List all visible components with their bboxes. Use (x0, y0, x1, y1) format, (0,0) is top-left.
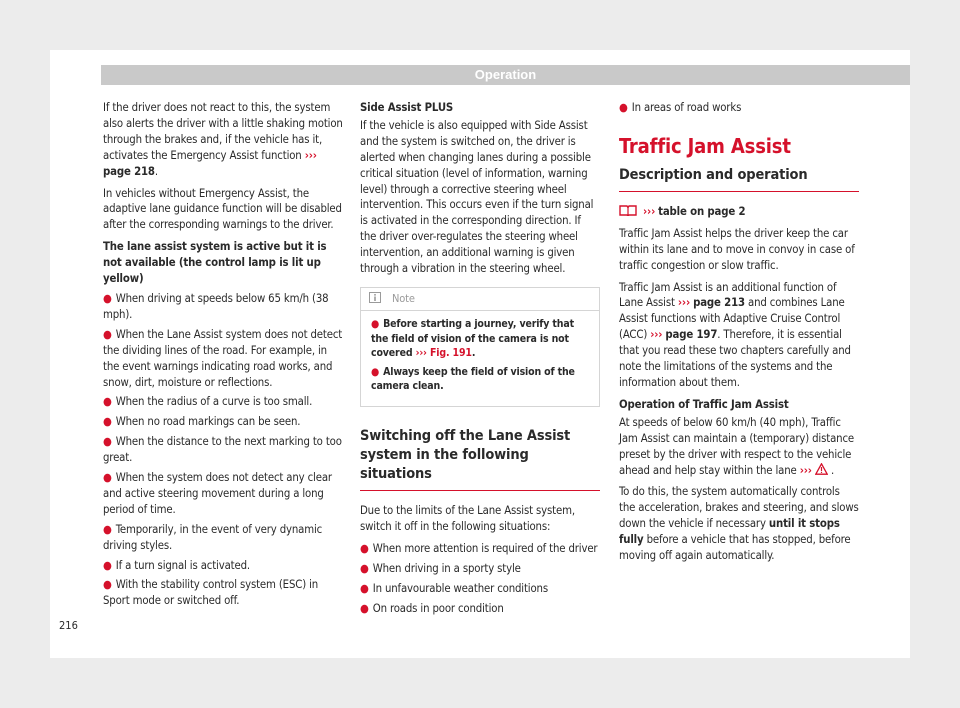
list-item (619, 100, 859, 116)
list-item (103, 470, 343, 518)
list-item (371, 365, 589, 394)
bullet-icon: ● (360, 581, 369, 595)
bullet-list (360, 541, 600, 617)
page-header: Operation (101, 65, 910, 85)
list-item (360, 561, 600, 577)
section-heading: The lane assist system is active but it is not available (the control lamp is lit up yellow) (103, 240, 327, 286)
bullet-icon: ● (371, 318, 380, 331)
paragraph-text: . Therefore, it is essential that you read these two chapters carefully and note the limitations of the systems and the information about them. (619, 328, 851, 389)
list-item (360, 601, 600, 617)
page-link[interactable]: page 197 (665, 328, 718, 342)
paragraph-text: If the driver does not react to this, the system also alerts the driver with a little shaking motion through the brakes and, if the vehicle has it, activates the Emergency Assist function (103, 101, 343, 162)
manual-page (50, 50, 910, 658)
page-number: 216 (59, 619, 78, 632)
paragraph: Due to the limits of the Lane Assist system, switch it off in the following situations: (360, 503, 575, 533)
cross-reference-arrows: ››› (650, 328, 663, 342)
punctuation: . (830, 463, 835, 477)
note-header (361, 288, 599, 312)
list-item-text: When driving in a sporty style (372, 561, 521, 575)
column-right (619, 100, 859, 570)
list-item (103, 394, 343, 410)
bullet-icon: ● (360, 601, 369, 615)
note-label: Note (392, 291, 415, 305)
list-item (103, 577, 343, 609)
list-item-text: Temporarily, in the event of very dynamic driving styles. (103, 522, 323, 552)
paragraph (619, 280, 859, 391)
bullet-list (103, 291, 343, 609)
cross-reference-arrows: ››› (799, 463, 812, 477)
cross-reference-arrows: ››› (677, 296, 691, 310)
cross-reference-arrows: ››› (304, 148, 317, 162)
list-item-text: On roads in poor condition (372, 601, 504, 615)
paragraph: If the vehicle is also equipped with Side Assist and the system is switched on, the driver is alerted when changing lanes during a possible critical situation (level of information, warning level) through a corrective steering wheel intervention. This occurs even if the turn signal is activated in the corresponding direction. If the driver over-regulates the steering wheel intervention, an additional warning is given through a vibration in the steering wheel. (360, 118, 594, 276)
figure-link[interactable]: Fig. 191 (429, 347, 472, 360)
paragraph-text: Traffic Jam Assist is an additional function of Lane Assist (619, 280, 837, 310)
paragraph (619, 484, 859, 564)
list-item-text: In unfavourable weather conditions (372, 581, 548, 595)
bullet-icon: ● (103, 395, 112, 409)
list-item-text: When the distance to the next marking to too great. (103, 435, 342, 465)
list-item (103, 434, 343, 466)
list-item-text: Always keep the field of vision of the camera clean. (371, 365, 575, 393)
paragraph-text: To do this, the system automatically controls the acceleration, brakes and steering, and slows down the vehicle if necessary (619, 485, 859, 531)
list-item-text: When the system does not detect any clear and active steering movement during a long period of time. (103, 471, 332, 516)
section-heading: Side Assist PLUS (360, 101, 454, 114)
list-item-text: If a turn signal is activated. (115, 558, 250, 572)
list-item (103, 558, 343, 574)
book-icon (619, 204, 643, 221)
section-title: Description and operation (619, 166, 859, 192)
list-item (103, 291, 343, 323)
list-item-text: Before starting a journey, verify that the field of vision of the camera is not covered (371, 318, 574, 360)
list-item (103, 414, 343, 430)
column-middle (360, 100, 600, 620)
paragraph (619, 415, 859, 479)
list-item (103, 327, 343, 391)
bullet-icon: ● (103, 578, 112, 592)
list-item (360, 581, 600, 597)
bullet-icon: ● (371, 365, 380, 378)
page-link[interactable]: page 218 (103, 164, 155, 178)
column-left (103, 100, 343, 613)
page-link[interactable]: page 213 (693, 296, 745, 310)
paragraph-text: At speeds of below 60 km/h (40 mph), Traffic Jam Assist can maintain a (temporary) distance preset by the driver with respect to the vehicle ahead and help stay within the lane (619, 415, 854, 477)
table-link[interactable]: table on page 2 (658, 205, 746, 219)
bullet-icon: ● (103, 327, 112, 341)
bullet-icon: ● (103, 291, 112, 305)
emphasis-text: until it stops fully (619, 517, 840, 547)
bullet-icon: ● (360, 561, 369, 575)
list-item-text: When the Lane Assist system does not detect the dividing lines of the road. For example, in the event warnings indicating road works, and snow, dirt, moisture or reflections. (103, 327, 343, 389)
list-item (371, 317, 589, 361)
bullet-icon: ● (103, 415, 112, 429)
bullet-icon: ● (103, 435, 112, 449)
list-item-text: In areas of road works (631, 101, 742, 114)
info-icon (369, 292, 392, 305)
chapter-title: Traffic Jam Assist (619, 133, 791, 158)
bullet-icon: ● (103, 522, 112, 536)
paragraph: Traffic Jam Assist helps the driver keep the car within its lane and to move in convoy in case of traffic congestion or slow traffic. (619, 226, 855, 272)
list-item (103, 522, 343, 554)
cross-reference-arrows: ››› (415, 347, 427, 360)
list-item-text: When the radius of a curve is too small. (115, 395, 313, 409)
punctuation: . (154, 164, 158, 178)
note-box (360, 287, 600, 407)
section-heading: Operation of Traffic Jam Assist (619, 397, 789, 411)
bullet-icon: ● (103, 471, 112, 485)
list-item-text: When more attention is required of the driver (372, 541, 598, 555)
paragraph (103, 100, 343, 180)
bullet-icon: ● (619, 101, 628, 114)
bullet-icon: ● (103, 558, 112, 572)
list-item-text: With the stability control system (ESC) in Sport mode or switched off. (103, 578, 319, 608)
list-item (360, 541, 600, 557)
punctuation: . (471, 347, 476, 360)
list-item-text: When no road markings can be seen. (115, 415, 301, 429)
note-content (361, 311, 599, 394)
bullet-icon: ● (360, 541, 369, 555)
paragraph-text: and combines Lane Assist functions with Adaptive Cruise Control (ACC) (619, 296, 845, 342)
cross-reference-arrows: ››› (643, 205, 656, 219)
warning-icon (815, 464, 831, 477)
table-reference (619, 204, 859, 221)
section-title: Switching off the Lane Assist system in the following situations (360, 427, 600, 491)
paragraph: In vehicles without Emergency Assist, the adaptive lane guidance function will be disabled after the corresponding warnings to the driver. (103, 186, 342, 232)
list-item-text: When driving at speeds below 65 km/h (38 mph). (103, 291, 329, 321)
paragraph-text: before a vehicle that has stopped, before moving off again automatically. (619, 533, 851, 563)
